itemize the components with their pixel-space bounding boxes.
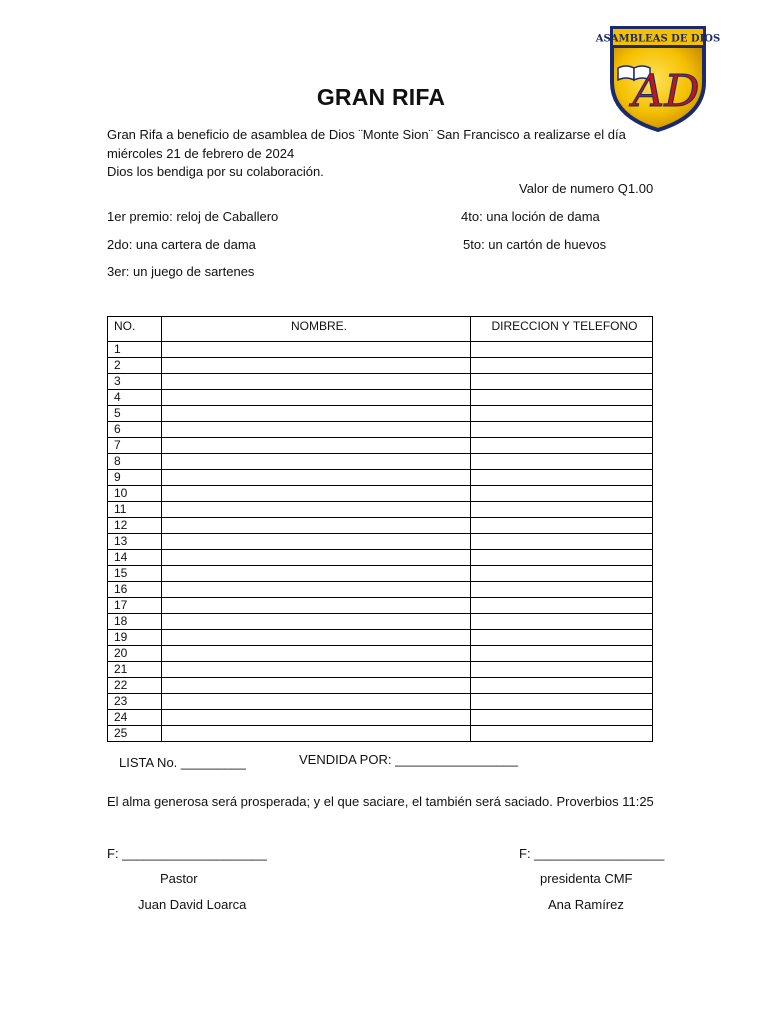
prize-5: 5to: un cartón de huevos (463, 237, 607, 252)
row-number: 7 (108, 438, 162, 454)
name-cell[interactable] (162, 486, 471, 502)
table-row (108, 374, 653, 390)
direccion-telefono-cell[interactable] (471, 438, 653, 454)
name-cell[interactable] (162, 358, 471, 374)
table-row (108, 566, 653, 582)
table-row (108, 454, 653, 470)
vendida-por-field: VENDIDA POR: _________________ (299, 752, 518, 767)
signature-role-right: presidenta CMF (540, 871, 633, 886)
table-row (108, 678, 653, 694)
table-row (108, 646, 653, 662)
page-title: GRAN RIFA (316, 84, 446, 110)
direccion-telefono-cell[interactable] (471, 678, 653, 694)
name-cell[interactable] (162, 662, 471, 678)
intro-line-3: Dios los bendiga por su colaboración. (107, 164, 324, 179)
row-number: 8 (108, 454, 162, 470)
name-cell[interactable] (162, 438, 471, 454)
direccion-telefono-cell[interactable] (471, 374, 653, 390)
row-number: 2 (108, 358, 162, 374)
name-cell[interactable] (162, 342, 471, 358)
name-cell[interactable] (162, 710, 471, 726)
name-cell[interactable] (162, 598, 471, 614)
table-row (108, 470, 653, 486)
row-number: 14 (108, 550, 162, 566)
table-row (108, 582, 653, 598)
direccion-telefono-cell[interactable] (471, 550, 653, 566)
signature-name-left: Juan David Loarca (138, 897, 247, 912)
prize-4: 4to: una loción de dama (461, 209, 600, 224)
name-cell[interactable] (162, 566, 471, 582)
row-number: 25 (108, 726, 162, 742)
row-number: 11 (108, 502, 162, 518)
table-row (108, 694, 653, 710)
row-number: 4 (108, 390, 162, 406)
row-number: 21 (108, 662, 162, 678)
table-row (108, 438, 653, 454)
name-cell[interactable] (162, 470, 471, 486)
direccion-telefono-cell[interactable] (471, 598, 653, 614)
name-cell[interactable] (162, 630, 471, 646)
name-cell[interactable] (162, 694, 471, 710)
direccion-telefono-cell[interactable] (471, 582, 653, 598)
table-row (108, 534, 653, 550)
row-number: 16 (108, 582, 162, 598)
prize-3: 3er: un juego de sartenes (107, 264, 255, 279)
row-number: 19 (108, 630, 162, 646)
row-number: 15 (108, 566, 162, 582)
table-row (108, 342, 653, 358)
direccion-telefono-cell[interactable] (471, 662, 653, 678)
direccion-telefono-cell[interactable] (471, 518, 653, 534)
table-row (108, 662, 653, 678)
intro-line-2: miércoles 21 de febrero de 2024 (107, 146, 295, 161)
row-number: 24 (108, 710, 162, 726)
direccion-telefono-cell[interactable] (471, 566, 653, 582)
signature-role-left: Pastor (160, 871, 198, 886)
table-row (108, 518, 653, 534)
bible-verse: El alma generosa será prosperada; y el que saciare, el también será saciado. Proverbios 11:25 (107, 794, 654, 809)
direccion-telefono-cell[interactable] (471, 470, 653, 486)
row-number: 5 (108, 406, 162, 422)
table-row (108, 630, 653, 646)
signature-line-left: F: ____________________ (107, 846, 267, 861)
direccion-telefono-cell[interactable] (471, 422, 653, 438)
raffle-table (107, 316, 653, 742)
table-row (108, 486, 653, 502)
table-row (108, 614, 653, 630)
table-row (108, 422, 653, 438)
header-direccion: DIRECCION Y TELEFONO (471, 317, 653, 342)
name-cell[interactable] (162, 406, 471, 422)
name-cell[interactable] (162, 502, 471, 518)
direccion-telefono-cell[interactable] (471, 342, 653, 358)
name-cell[interactable] (162, 518, 471, 534)
direccion-telefono-cell[interactable] (471, 694, 653, 710)
direccion-telefono-cell[interactable] (471, 502, 653, 518)
direccion-telefono-cell[interactable] (471, 614, 653, 630)
lista-number-field: LISTA No. _________ (119, 755, 246, 770)
row-number: 1 (108, 342, 162, 358)
name-cell[interactable] (162, 374, 471, 390)
logo-banner-text: ASAMBLEAS DE DIOS (595, 33, 721, 45)
table-row (108, 406, 653, 422)
prize-1: 1er premio: reloj de Caballero (107, 209, 279, 224)
table-row (108, 502, 653, 518)
direccion-telefono-cell[interactable] (471, 710, 653, 726)
name-cell[interactable] (162, 646, 471, 662)
row-number: 9 (108, 470, 162, 486)
asambleas-de-dios-logo (595, 24, 721, 132)
name-cell[interactable] (162, 550, 471, 566)
ticket-price: Valor de numero Q1.00 (519, 181, 654, 196)
row-number: 18 (108, 614, 162, 630)
direccion-telefono-cell[interactable] (471, 358, 653, 374)
header-name: NOMBRE. (162, 317, 471, 342)
table-row (108, 598, 653, 614)
name-cell[interactable] (162, 678, 471, 694)
direccion-telefono-cell[interactable] (471, 486, 653, 502)
logo-monogram: AD (632, 66, 700, 117)
table-row (108, 550, 653, 566)
table-row (108, 726, 653, 742)
name-cell[interactable] (162, 582, 471, 598)
direccion-telefono-cell[interactable] (471, 630, 653, 646)
row-number: 22 (108, 678, 162, 694)
direccion-telefono-cell[interactable] (471, 454, 653, 470)
prize-2: 2do: una cartera de dama (107, 237, 256, 252)
intro-line-1: Gran Rifa a beneficio de asamblea de Dios ¨Monte Sion¨ San Francisco a realizarse el día (107, 127, 626, 142)
row-number: 3 (108, 374, 162, 390)
table-row (108, 710, 653, 726)
row-number: 10 (108, 486, 162, 502)
name-cell[interactable] (162, 534, 471, 550)
direccion-telefono-cell[interactable] (471, 534, 653, 550)
name-cell[interactable] (162, 614, 471, 630)
direccion-telefono-cell[interactable] (471, 646, 653, 662)
row-number: 12 (108, 518, 162, 534)
row-number: 6 (108, 422, 162, 438)
name-cell[interactable] (162, 422, 471, 438)
name-cell[interactable] (162, 454, 471, 470)
row-number: 23 (108, 694, 162, 710)
row-number: 20 (108, 646, 162, 662)
signature-name-right: Ana Ramírez (548, 897, 624, 912)
name-cell[interactable] (162, 390, 471, 406)
table-row (108, 358, 653, 374)
signature-line-right: F: __________________ (519, 846, 665, 861)
header-no: NO. (108, 317, 162, 342)
row-number: 13 (108, 534, 162, 550)
direccion-telefono-cell[interactable] (471, 406, 653, 422)
table-header-row (108, 317, 653, 342)
direccion-telefono-cell[interactable] (471, 726, 653, 742)
name-cell[interactable] (162, 726, 471, 742)
direccion-telefono-cell[interactable] (471, 390, 653, 406)
row-number: 17 (108, 598, 162, 614)
table-row (108, 390, 653, 406)
